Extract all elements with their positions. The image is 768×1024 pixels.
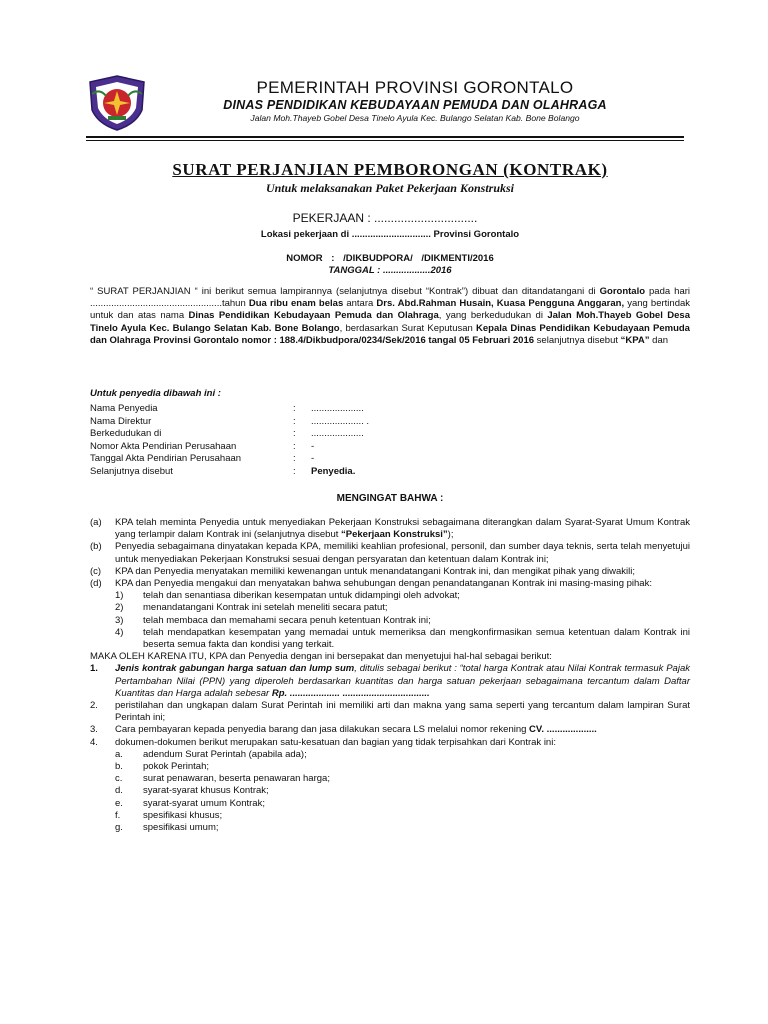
sub-item: 1) telah dan senantiasa diberikan kesempatan untuk didampingi oleh advokat; [115, 590, 460, 602]
sub-item: a. adendum Surat Perintah (apabila ada); [115, 748, 307, 760]
sub-item: d. syarat-syarat khusus Kontrak; [115, 785, 269, 797]
letterhead-address: Jalan Moh.Thayeb Gobel Desa Tinelo Ayula Kec. Bulango Selatan Kab. Bone Bolango [250, 113, 580, 123]
list-item: (d) KPA dan Penyedia mengakui dan menyatakan bahwa sehubungan dengan penandatanganan Kontrak ini masing-masing pihak: [90, 578, 652, 590]
list-item: (a) KPA telah meminta Penyedia untuk menyediakan Pekerjaan Konstruksi sebagaimana diterangkan dalam Syarat-Syarat Umum Kontrak yang terlampir dalam Kontrak ini (selanjutnya disebut “Pekerjaan Konstruksi”); [90, 517, 690, 541]
penyedia-row: Nama Penyedia : .................... [90, 403, 364, 414]
penyedia-table [90, 403, 431, 479]
list-item: 4. dokumen-dokumen berikut merupakan satu-kesatuan dan bagian yang tidak terpisahkan dari Kontrak ini: [90, 736, 556, 748]
clauses-list [90, 517, 690, 834]
penyedia-heading: Untuk penyedia dibawah ini : [90, 388, 221, 399]
document-subtitle: Untuk melaksanakan Paket Pekerjaan Konstruksi [265, 181, 515, 195]
sub-item: c. surat penawaran, beserta penawaran harga; [115, 773, 330, 785]
penyedia-row: Nama Direktur : .................... . [90, 415, 370, 427]
sub-item: g. spesifikasi umum; [115, 822, 219, 834]
lokasi-line: Lokasi pekerjaan di .............................. Provinsi Gorontalo [260, 229, 520, 240]
sub-item: 3) telah membaca dan memahami secara penuh ketentuan Kontrak ini; [115, 614, 431, 626]
pekerjaan-line: PEKERJAAN : ............................... [292, 211, 478, 225]
list-item: 2. peristilahan dan ungkapan dalam Surat Perintah ini memiliki arti dan makna yang sama seperti yang tercantum dalam lampiran Surat Perintah ini; [90, 700, 690, 724]
list-item: (b) Penyedia sebagaimana dinyatakan kepada KPA, memiliki keahlian profesional, personil, dan sumber daya teknis, serta telah menyetujui untuk menyediakan Pekerjaan Konstruksi sesuai dengan persyaratan dan ketentuan dalam Kontrak ini; [90, 541, 690, 565]
tanggal-line: TANGGAL : ..................2016 [328, 265, 452, 276]
penyedia-row: Tanggal Akta Pendirian Perusahaan : - [90, 453, 315, 465]
penyedia-row: Nomor Akta Pendirian Perusahaan : - [90, 440, 315, 452]
sub-item: f. spesifikasi khusus; [115, 809, 223, 821]
nomor-line: NOMOR : /DIKBUDPORA/ /DIKMENTI/2016 [286, 253, 494, 264]
mengingat-heading: MENGINGAT BAHWA : [336, 493, 444, 504]
maka-statement: MAKA OLEH KARENA ITU, KPA dan Penyedia dengan ini bersepakat dan menyetujui hal-hal sebagai berikut: [90, 651, 552, 663]
letterhead-government: PEMERINTAH PROVINSI GORONTALO [256, 78, 574, 97]
list-item: 1. Jenis kontrak gabungan harga satuan dan lump sum, ditulis sebagai berikut : “total harga Kontrak atau Nilai Kontrak termasuk Pajak Pertambahan Nilai (PPN) yang diperoleh berdasarkan kuantitas dan harga satuan pekerjaan sebagaimana tercantum dalam Daftar Kuantitas dan Harga adalah sebesar Rp. ................... ................................. [90, 663, 690, 699]
list-item: (c) KPA dan Penyedia menyatakan memiliki kewenangan untuk menandatangani Kontrak ini, dan mengikat pihak yang diwakili; [90, 565, 636, 577]
penyedia-row: Berkedudukan di : .................... [90, 428, 364, 440]
letterhead-rule-thin [86, 140, 684, 141]
sub-item: b. pokok Perintah; [115, 761, 210, 773]
province-emblem-logo [86, 74, 148, 132]
document-title: SURAT PERJANJIAN PEMBORONGAN (KONTRAK) [172, 160, 608, 179]
penyedia-row: Selanjutnya disebut : Penyedia. [90, 465, 356, 477]
sub-item: e. syarat-syarat umum Kontrak; [115, 797, 265, 809]
sub-item: 4) telah mendapatkan kesempatan yang memadai untuk memeriksa dan mengkonfirmasikan semua ketentuan dalam Kontrak ini beserta semua fakta dan kondisi yang terkait. [115, 626, 690, 651]
list-item: 3. Cara pembayaran kepada penyedia barang dan jasa dilakukan secara LS melalui nomor rekening CV. ................... [90, 724, 597, 736]
letterhead-agency: DINAS PENDIDIKAN KEBUDAYAAN PEMUDA DAN OLAHRAGA [223, 98, 607, 112]
intro-paragraph: “ SURAT PERJANJIAN “ ini berikut semua lampirannya (selanjutnya disebut “Kontrak”) dibuat dan ditandatangani di Gorontalo pada hari ..................................................tahun Dua ribu enam belas antara Drs. Abd.Rahman Husain, Kuasa Pengguna Anggaran, yang bertindak untuk dan atas nama Dinas Pendidikan Kebudayaan Pemuda dan Olahraga, yang berkedudukan di Jalan Moh.Thayeb Gobel Desa Tinelo Ayula Kec. Bulango Selatan Kab. Bone Bolango, berdasarkan Surat Keputusan Kepala Dinas Pendidikan Kebudayaan Pemuda dan Olahraga Provinsi Gorontalo nomor : 188.4/Dikbudpora/0234/Sek/2016 tangal 05 Februari 2016 selanjutnya disebut “KPA” dan [90, 286, 691, 346]
sub-item: 2) menandatangani Kontrak ini setelah meneliti secara patut; [115, 602, 388, 614]
letterhead-rule-thick [86, 136, 684, 138]
